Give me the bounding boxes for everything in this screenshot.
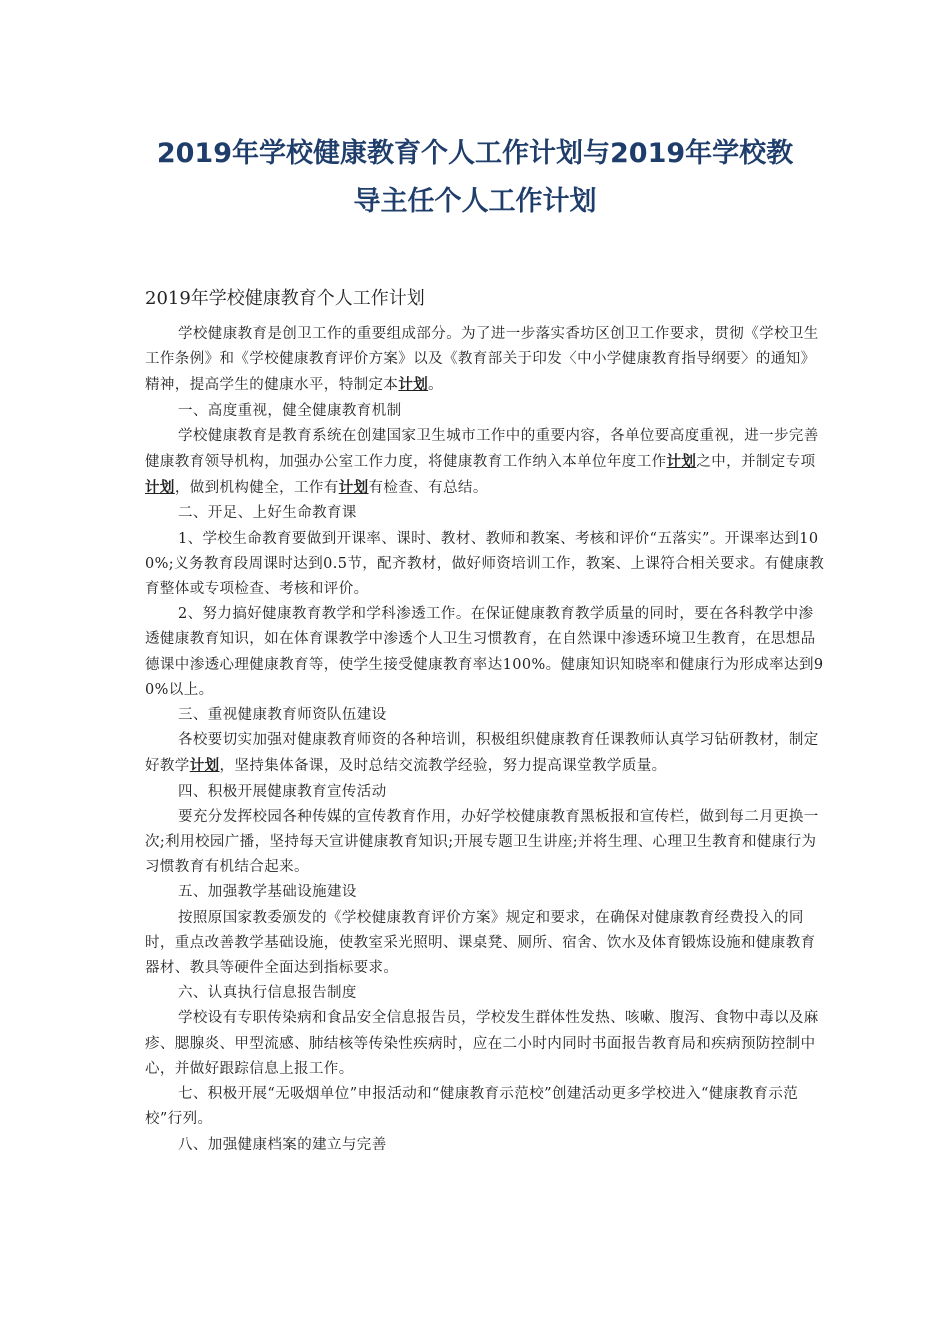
- paragraph-intro: [145, 322, 825, 399]
- plan-link[interactable]: 计划: [666, 453, 697, 471]
- text-segment: 按照原国家教委颁发的《学校健康教育评价方案》规定和要求，在确保对健康教育经费投入的同时，重点改善教学基础设施，使教室采光照明、课桌凳、厕所、宿舍、饮水及体育锻炼设施和健康教育器材、教具等硬件全面达到指标要求。: [145, 909, 816, 977]
- paragraph-4: [145, 805, 825, 881]
- text-segment: 一、高度重视，健全健康教育机制: [178, 402, 402, 419]
- text-segment: 有检查、有总结。: [368, 480, 488, 497]
- text-segment: 2、努力搞好健康教育教学和学科渗透工作。在保证健康教育教学质量的同时，要在各科教学中渗透健康教育知识，如在体育课教学中渗透个人卫生习惯教育，在自然课中渗透环境卫生教育，在思想品德课中渗透心理健康教育等，使学生接受健康教育率达100%。健康知识知晓率和健康行为形成率达到90%以上。: [145, 606, 824, 698]
- text-segment: 学校健康教育是创卫工作的重要组成部分。为了进一步落实香坊区创卫工作要求，贯彻《学校卫生工作条例》和《学校健康教育评价方案》以及《教育部关于印发〈中小学健康教育指导纲要〉的通知》精神，提高学生的健康水平，特制定本: [145, 326, 819, 394]
- heading-6: [145, 981, 825, 1006]
- text-segment: 各校要切实加强对健康教育师资的各种培训，积极组织健康教育任课教师认真学习钻研教材，制定好教学: [145, 732, 819, 775]
- text-segment: 三、重视健康教育师资队伍建设: [178, 707, 387, 724]
- text-segment: 1、学校生命教育要做到开课率、课时、教材、教师和教案、考核和评价“五落实”。开课率达到100%;义务教育段周课时达到0.5节，配齐教材，做好师资培训工作，教案、上课符合相关要求。有健康教育整体或专项检查、考核和评价。: [145, 530, 825, 598]
- paragraph-2-2: [145, 602, 825, 703]
- heading-4: [145, 780, 825, 805]
- document-title: [120, 130, 830, 226]
- plan-link[interactable]: 计划: [145, 479, 175, 497]
- paragraph-5: [145, 906, 825, 982]
- text-segment: 学校健康教育是教育系统在创建国家卫生城市工作中的重要内容，各单位要高度重视，进一步完善健康教育领导机构，加强办公室工作力度，将健康教育工作纳入本单位年度工作: [145, 427, 819, 471]
- section-title: 2019年学校健康教育个人工作计划: [145, 288, 425, 309]
- document-body: [145, 322, 825, 1158]
- text-segment: 八、加强健康档案的建立与完善: [178, 1136, 387, 1153]
- plan-link[interactable]: 计划: [189, 757, 220, 775]
- paragraph-2-1: [145, 527, 825, 603]
- text-segment: 。: [428, 377, 444, 394]
- paragraph-7: [145, 1082, 825, 1132]
- text-segment: 五、加强教学基础设施建设: [178, 884, 357, 901]
- text-segment: 二、开足、上好生命教育课: [178, 505, 357, 522]
- heading-2: [145, 501, 825, 526]
- plan-link[interactable]: 计划: [398, 376, 429, 394]
- text-segment: 要充分发挥校园各种传媒的宣传教育作用，办好学校健康教育黑板报和宣传栏，做到每二月更换一次;利用校园广播，坚持每天宣讲健康教育知识;开展专题卫生讲座;并将生理、心理卫生教育和健康行为习惯教育有机结合起来。: [145, 808, 819, 876]
- text-segment: ，坚持集体备课，及时总结交流教学经验，努力提高课堂教学质量。: [219, 758, 667, 775]
- text-segment: 之中，并制定专项: [696, 454, 816, 471]
- text-segment: ，做到机构健全，工作有: [174, 480, 339, 497]
- text-segment: 七、积极开展“无吸烟单位”申报活动和“健康教育示范校”创建活动更多学校进入“健康教育示范校”行列。: [145, 1086, 799, 1128]
- text-segment: 学校设有专职传染病和食品安全信息报告员，学校发生群体性发热、咳嗽、腹泻、食物中毒以及麻疹、腮腺炎、甲型流感、肺结核等传染性疾病时，应在二小时内同时书面报告教育局和疾病预防控制中心，并做好跟踪信息上报工作。: [145, 1010, 819, 1077]
- heading-8: [145, 1133, 825, 1158]
- heading-3: [145, 703, 825, 728]
- plan-link[interactable]: 计划: [338, 479, 369, 497]
- text-segment: 六、认真执行信息报告制度: [178, 985, 357, 1002]
- heading-1: [145, 399, 825, 424]
- text-segment: 四、积极开展健康教育宣传活动: [178, 783, 387, 800]
- title-line-2: 导主任个人工作计划: [353, 186, 597, 217]
- heading-5: [145, 880, 825, 905]
- paragraph-3: [145, 728, 825, 779]
- paragraph-1: [145, 424, 825, 502]
- title-line-1: 2019年学校健康教育个人工作计划与2019年学校教: [156, 138, 794, 169]
- paragraph-6: [145, 1006, 825, 1082]
